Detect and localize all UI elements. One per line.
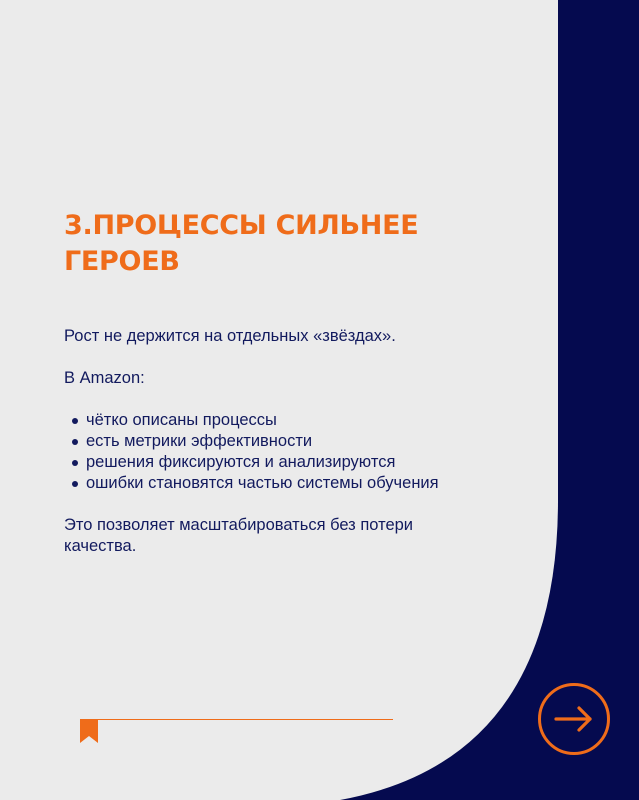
slide-body <box>64 326 494 557</box>
list-item <box>64 452 494 473</box>
outro-paragraph: Это позволяет масштабироваться без потери качества. <box>64 516 414 555</box>
list-item <box>64 431 494 452</box>
bullet-icon <box>72 418 78 424</box>
slide-content <box>64 208 494 557</box>
bullet-list <box>64 410 494 494</box>
bullet-icon <box>72 460 78 466</box>
bullet-icon <box>72 439 78 445</box>
list-item-text: решения фиксируются и анализируются <box>86 453 396 471</box>
next-slide-button[interactable] <box>537 682 611 756</box>
intro-paragraph: Рост не держится на отдельных «звёздах». <box>64 327 396 345</box>
bullet-icon <box>72 481 78 487</box>
lead-paragraph: В Amazon: <box>64 369 145 387</box>
divider-line <box>80 719 393 720</box>
bookmark-icon <box>80 719 98 743</box>
list-item-text: ошибки становятся частью системы обучения <box>86 474 439 492</box>
slide-title: 3.ПРОЦЕССЫ СИЛЬНЕЕ ГЕРОЕВ <box>64 210 419 277</box>
list-item-text: есть метрики эффективности <box>86 432 313 450</box>
list-item-text: чётко описаны процессы <box>86 411 277 429</box>
list-item <box>64 410 494 431</box>
arrow-right-icon <box>556 708 590 730</box>
list-item <box>64 473 494 494</box>
